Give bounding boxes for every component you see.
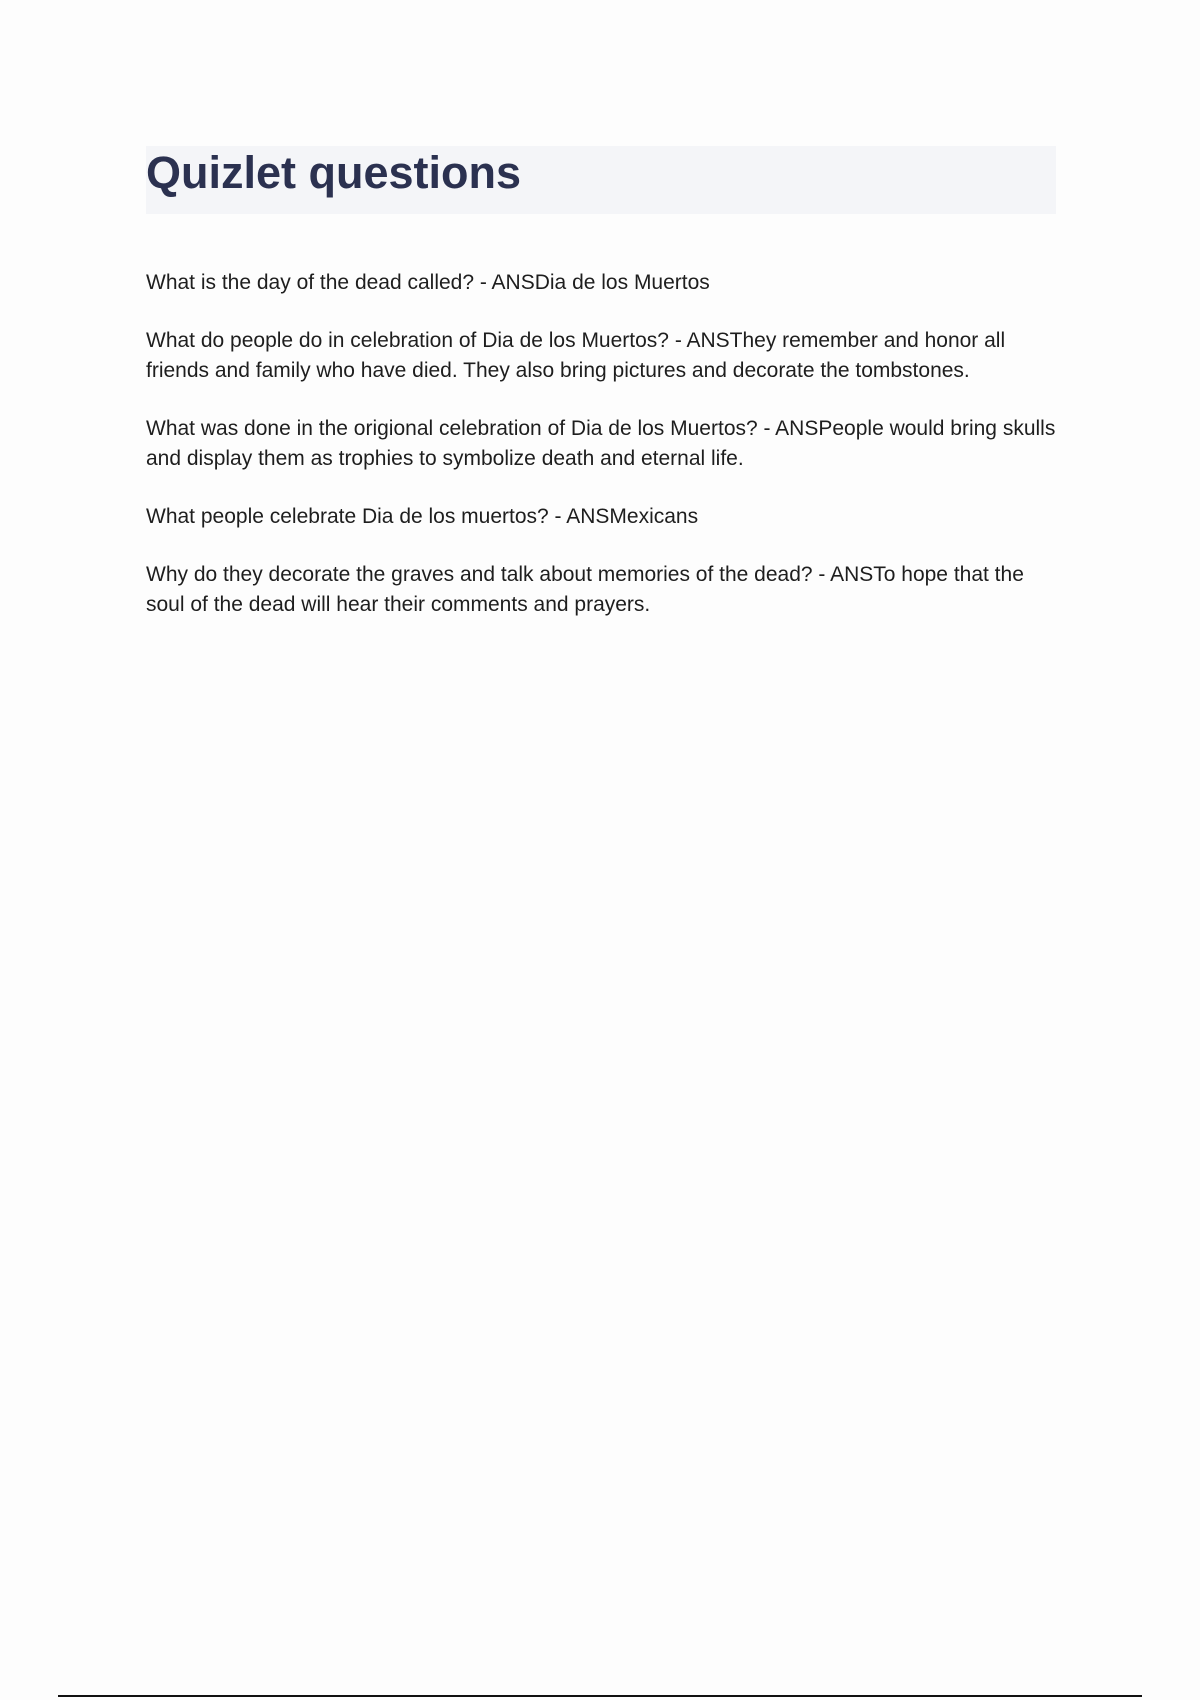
question-answer-item: What was done in the origional celebration of Dia de los Muertos? - ANSPeople would bring skulls and display them as trophies to symbolize death and eternal life. [146, 417, 1056, 470]
question-answer-item: Why do they decorate the graves and talk about memories of the dead? - ANSTo hope that the soul of the dead will hear their comments and prayers. [146, 563, 1024, 616]
question-answer-item: What people celebrate Dia de los muertos? - ANSMexicans [146, 505, 699, 528]
question-answer-item: What do people do in celebration of Dia de los Muertos? - ANSThey remember and honor all friends and family who have died. They also bring pictures and decorate the tombstones. [146, 329, 1006, 382]
question-answer-item: What is the day of the dead called? - ANSDia de los Muertos [146, 271, 710, 294]
page-title: Quizlet questions [146, 147, 522, 198]
question-answer-list [146, 268, 1061, 648]
footer-divider [58, 1695, 1142, 1697]
